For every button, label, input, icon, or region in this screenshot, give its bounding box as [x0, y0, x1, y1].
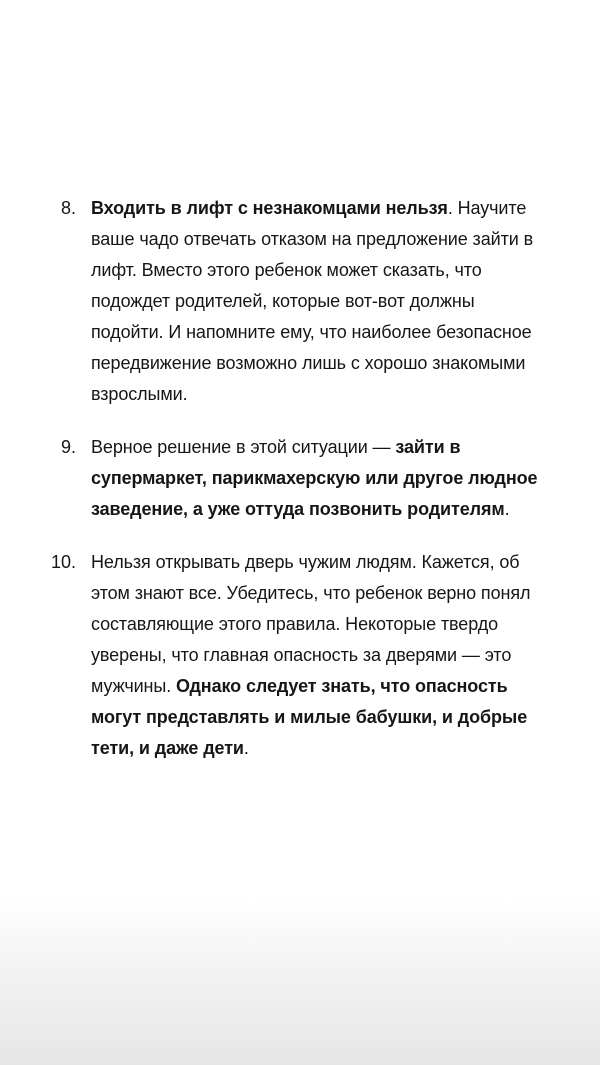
regular-text: . — [504, 499, 510, 519]
list-item-number: 8. — [60, 198, 76, 218]
bold-text: зайти в супермаркет, парикмахерскую или другое людное заведение, а уже оттуда позвонить родителям — [91, 437, 538, 519]
numbered-list — [0, 193, 600, 786]
regular-text: . — [243, 738, 249, 758]
list-item — [0, 547, 600, 764]
list-item-text — [91, 547, 541, 764]
list-item-text — [91, 432, 541, 525]
list-item — [0, 193, 600, 410]
bold-text: Однако следует знать, что опасность могут представлять и милые бабушки, и добрые тети, и даже дети — [91, 676, 528, 758]
list-item — [0, 432, 600, 525]
regular-text: . Научите ваше чадо отвечать отказом на предложение зайти в лифт. Вместо этого ребенок может сказать, что подождет родителей, которые вот-вот должны подойти. И напомните ему, что наиболее безопасное передвижение возможно лишь с хорошо знакомыми взрослыми. — [91, 198, 534, 404]
regular-text: Верное решение в этой ситуации — — [91, 437, 396, 457]
list-item-number: 9. — [60, 437, 76, 457]
bold-text: Входить в лифт с незнакомцами нельзя — [91, 198, 448, 218]
list-item-text — [91, 193, 541, 410]
regular-text: Нельзя открывать дверь чужим людям. Кажется, об этом знают все. Убедитесь, что ребенок верно понял составляющие этого правила. Некоторые твердо уверены, что главная опасность за дверями — это мужчины. — [91, 552, 531, 696]
list-item-number: 10. — [50, 552, 76, 572]
